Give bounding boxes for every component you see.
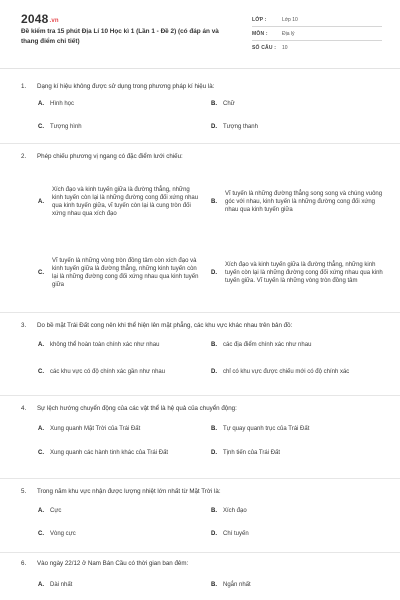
option-d[interactable]: [211, 123, 383, 131]
meta-row-count: [252, 41, 382, 55]
option-letter: D.: [211, 368, 217, 375]
question-1: [21, 82, 383, 148]
question-prompt: Phép chiếu phương vị ngang có đặc điểm lưới chiếu:: [37, 153, 183, 160]
logo-number: 2048: [21, 12, 49, 26]
question-number: 4.: [21, 405, 27, 412]
header-divider: [0, 68, 400, 69]
meta-label: LỚP :: [252, 16, 267, 23]
meta-label: SỐ CÂU :: [252, 45, 277, 51]
document-header: [0, 0, 400, 66]
meta-value: Lớp 10: [282, 16, 298, 23]
option-letter: B.: [211, 582, 217, 588]
logo-domain: .vn: [49, 18, 59, 24]
option-text: Xung quanh Mặt Trời của Trái Đất: [50, 426, 141, 432]
option-a[interactable]: [38, 507, 210, 515]
question-number: 2.: [21, 153, 27, 160]
meta-label: MÔN :: [252, 30, 268, 37]
meta-row-subject: [252, 27, 382, 41]
question-text: [21, 82, 383, 91]
option-d[interactable]: [211, 364, 383, 380]
question-divider: [0, 143, 400, 144]
option-text: Ngắn nhất: [223, 582, 251, 588]
option-text: Xung quanh các hành tinh khác của Trái Đất: [50, 449, 169, 456]
option-d[interactable]: [211, 530, 383, 538]
question-2: [21, 152, 383, 312]
option-text: Xích đạo: [223, 508, 247, 514]
option-c[interactable]: [38, 445, 210, 461]
option-text: Xích đạo và kinh tuyến giữa là đường thẳng, những kinh tuyến còn lại là những đường cong đối xứng nhau qua kinh tuyến giữa. Vĩ tuyến là những vòng tròn đồng tâm: [225, 261, 383, 285]
option-letter: A.: [38, 508, 44, 514]
question-number: 1.: [21, 83, 27, 90]
option-letter: A.: [38, 101, 44, 107]
question-prompt: Trong năm khu vực nhận được lượng nhiệt lớn nhất từ Mặt Trời là:: [37, 488, 221, 495]
option-letter: A.: [38, 198, 44, 205]
option-letter: C.: [38, 124, 44, 130]
option-b[interactable]: [211, 169, 383, 235]
question-prompt: Vào ngày 22/12 ở Nam Bán Cầu có thời gian ban đêm:: [37, 560, 189, 567]
question-5: [21, 487, 383, 551]
option-letter: B.: [211, 198, 217, 205]
question-prompt: Do bề mặt Trái Đất cong nên khi thể hiện lên mặt phẳng, các khu vực khác nhau trên bản đồ:: [37, 322, 293, 329]
site-logo[interactable]: [21, 12, 59, 26]
question-number: 5.: [21, 488, 27, 495]
option-letter: A.: [38, 342, 44, 348]
option-c[interactable]: [38, 240, 210, 306]
option-text: các địa điểm chính xác như nhau: [223, 342, 312, 348]
question-text: [21, 404, 383, 413]
option-d[interactable]: [211, 449, 383, 457]
option-text: Tượng hình: [50, 124, 82, 130]
question-divider: [0, 552, 400, 553]
question-divider: [0, 312, 400, 313]
option-letter: B.: [211, 101, 217, 107]
option-c[interactable]: [38, 530, 210, 538]
option-letter: B.: [211, 508, 217, 514]
option-a[interactable]: [38, 341, 210, 349]
option-text: Vòng cực: [50, 531, 76, 537]
question-number: 3.: [21, 322, 27, 329]
option-text: Vĩ tuyến là những vòng tròn đồng tâm còn xích đạo và kinh tuyến giữa là đường thẳng, những kinh tuyến còn lại là những đường cong đối xứng nhau qua kinh tuyến giữa: [52, 257, 199, 289]
option-letter: A.: [38, 426, 44, 432]
option-b[interactable]: [211, 100, 383, 108]
question-text: [21, 559, 383, 568]
option-text: Chí tuyến: [223, 531, 249, 537]
option-c[interactable]: [38, 123, 210, 131]
question-text: [21, 321, 383, 330]
question-divider: [0, 478, 400, 479]
exam-title: Đề kiểm tra 15 phút Địa Lí 10 Học kì 1 (Lần 1 - Đề 2) (có đáp án và thang điểm chi tiết): [21, 28, 219, 45]
option-a[interactable]: [38, 100, 210, 108]
option-text: Dài nhất: [50, 582, 73, 588]
option-b[interactable]: [211, 425, 383, 433]
option-letter: D.: [211, 124, 217, 130]
option-letter: D.: [211, 531, 217, 537]
option-d[interactable]: [211, 240, 383, 306]
option-b[interactable]: [211, 341, 383, 349]
option-letter: C.: [38, 269, 44, 276]
option-text: Tịnh tiến của Trái Đất: [223, 450, 281, 456]
option-letter: D.: [211, 269, 217, 276]
option-text: chỉ có khu vực được chiếu mới có độ chính xác: [223, 368, 350, 375]
question-6: [21, 559, 383, 599]
option-letter: B.: [211, 342, 217, 348]
option-a[interactable]: [38, 169, 210, 235]
question-prompt: Dạng kí hiệu không được sử dụng trong phương pháp kí hiệu là:: [37, 83, 215, 90]
question-number: 6.: [21, 560, 27, 567]
option-c[interactable]: [38, 368, 210, 376]
question-3: [21, 321, 383, 391]
option-letter: A.: [38, 582, 44, 588]
meta-row-class: [252, 13, 382, 27]
option-letter: C.: [38, 449, 44, 456]
question-divider: [0, 395, 400, 396]
option-text: Vĩ tuyến là những đường thẳng song song và chúng vuông góc với nhau, kinh tuyến là những đường cong đối xứng nhau qua kinh tuyến giữa: [225, 190, 383, 214]
option-letter: D.: [211, 450, 217, 456]
option-b[interactable]: [211, 507, 383, 515]
option-text: Tự quay quanh trục của Trái Đất: [223, 426, 310, 432]
option-text: Chữ: [223, 101, 235, 107]
question-prompt: Sự lệch hướng chuyển động của các vật thể là hệ quả của chuyển động:: [37, 405, 237, 412]
option-letter: C.: [38, 369, 44, 375]
meta-value: Địa lý: [282, 30, 295, 37]
option-text: Hình học: [50, 101, 75, 107]
question-text: [21, 152, 383, 161]
question-4: [21, 404, 383, 474]
option-text: Tượng thanh: [223, 124, 258, 130]
exam-meta-table: [252, 13, 382, 55]
question-text: [21, 487, 383, 496]
meta-value: 10: [282, 45, 288, 51]
option-a[interactable]: [38, 425, 210, 433]
option-text: Cực: [50, 508, 62, 514]
option-text: Xích đạo và kinh tuyến giữa là đường thẳng, những kinh tuyến còn lại là những đường cong đối xứng nhau qua kinh tuyến giữa, vĩ tuyến còn lại là cung tròn đối xứng nhau qua xích đạo: [52, 186, 199, 218]
option-letter: C.: [38, 531, 44, 537]
option-text: không thể hoàn toàn chính xác như nhau: [50, 342, 160, 348]
option-b[interactable]: [211, 581, 383, 589]
option-letter: B.: [211, 426, 217, 432]
option-text: các khu vực có độ chính xác gần như nhau: [50, 369, 166, 375]
option-a[interactable]: [38, 581, 210, 589]
